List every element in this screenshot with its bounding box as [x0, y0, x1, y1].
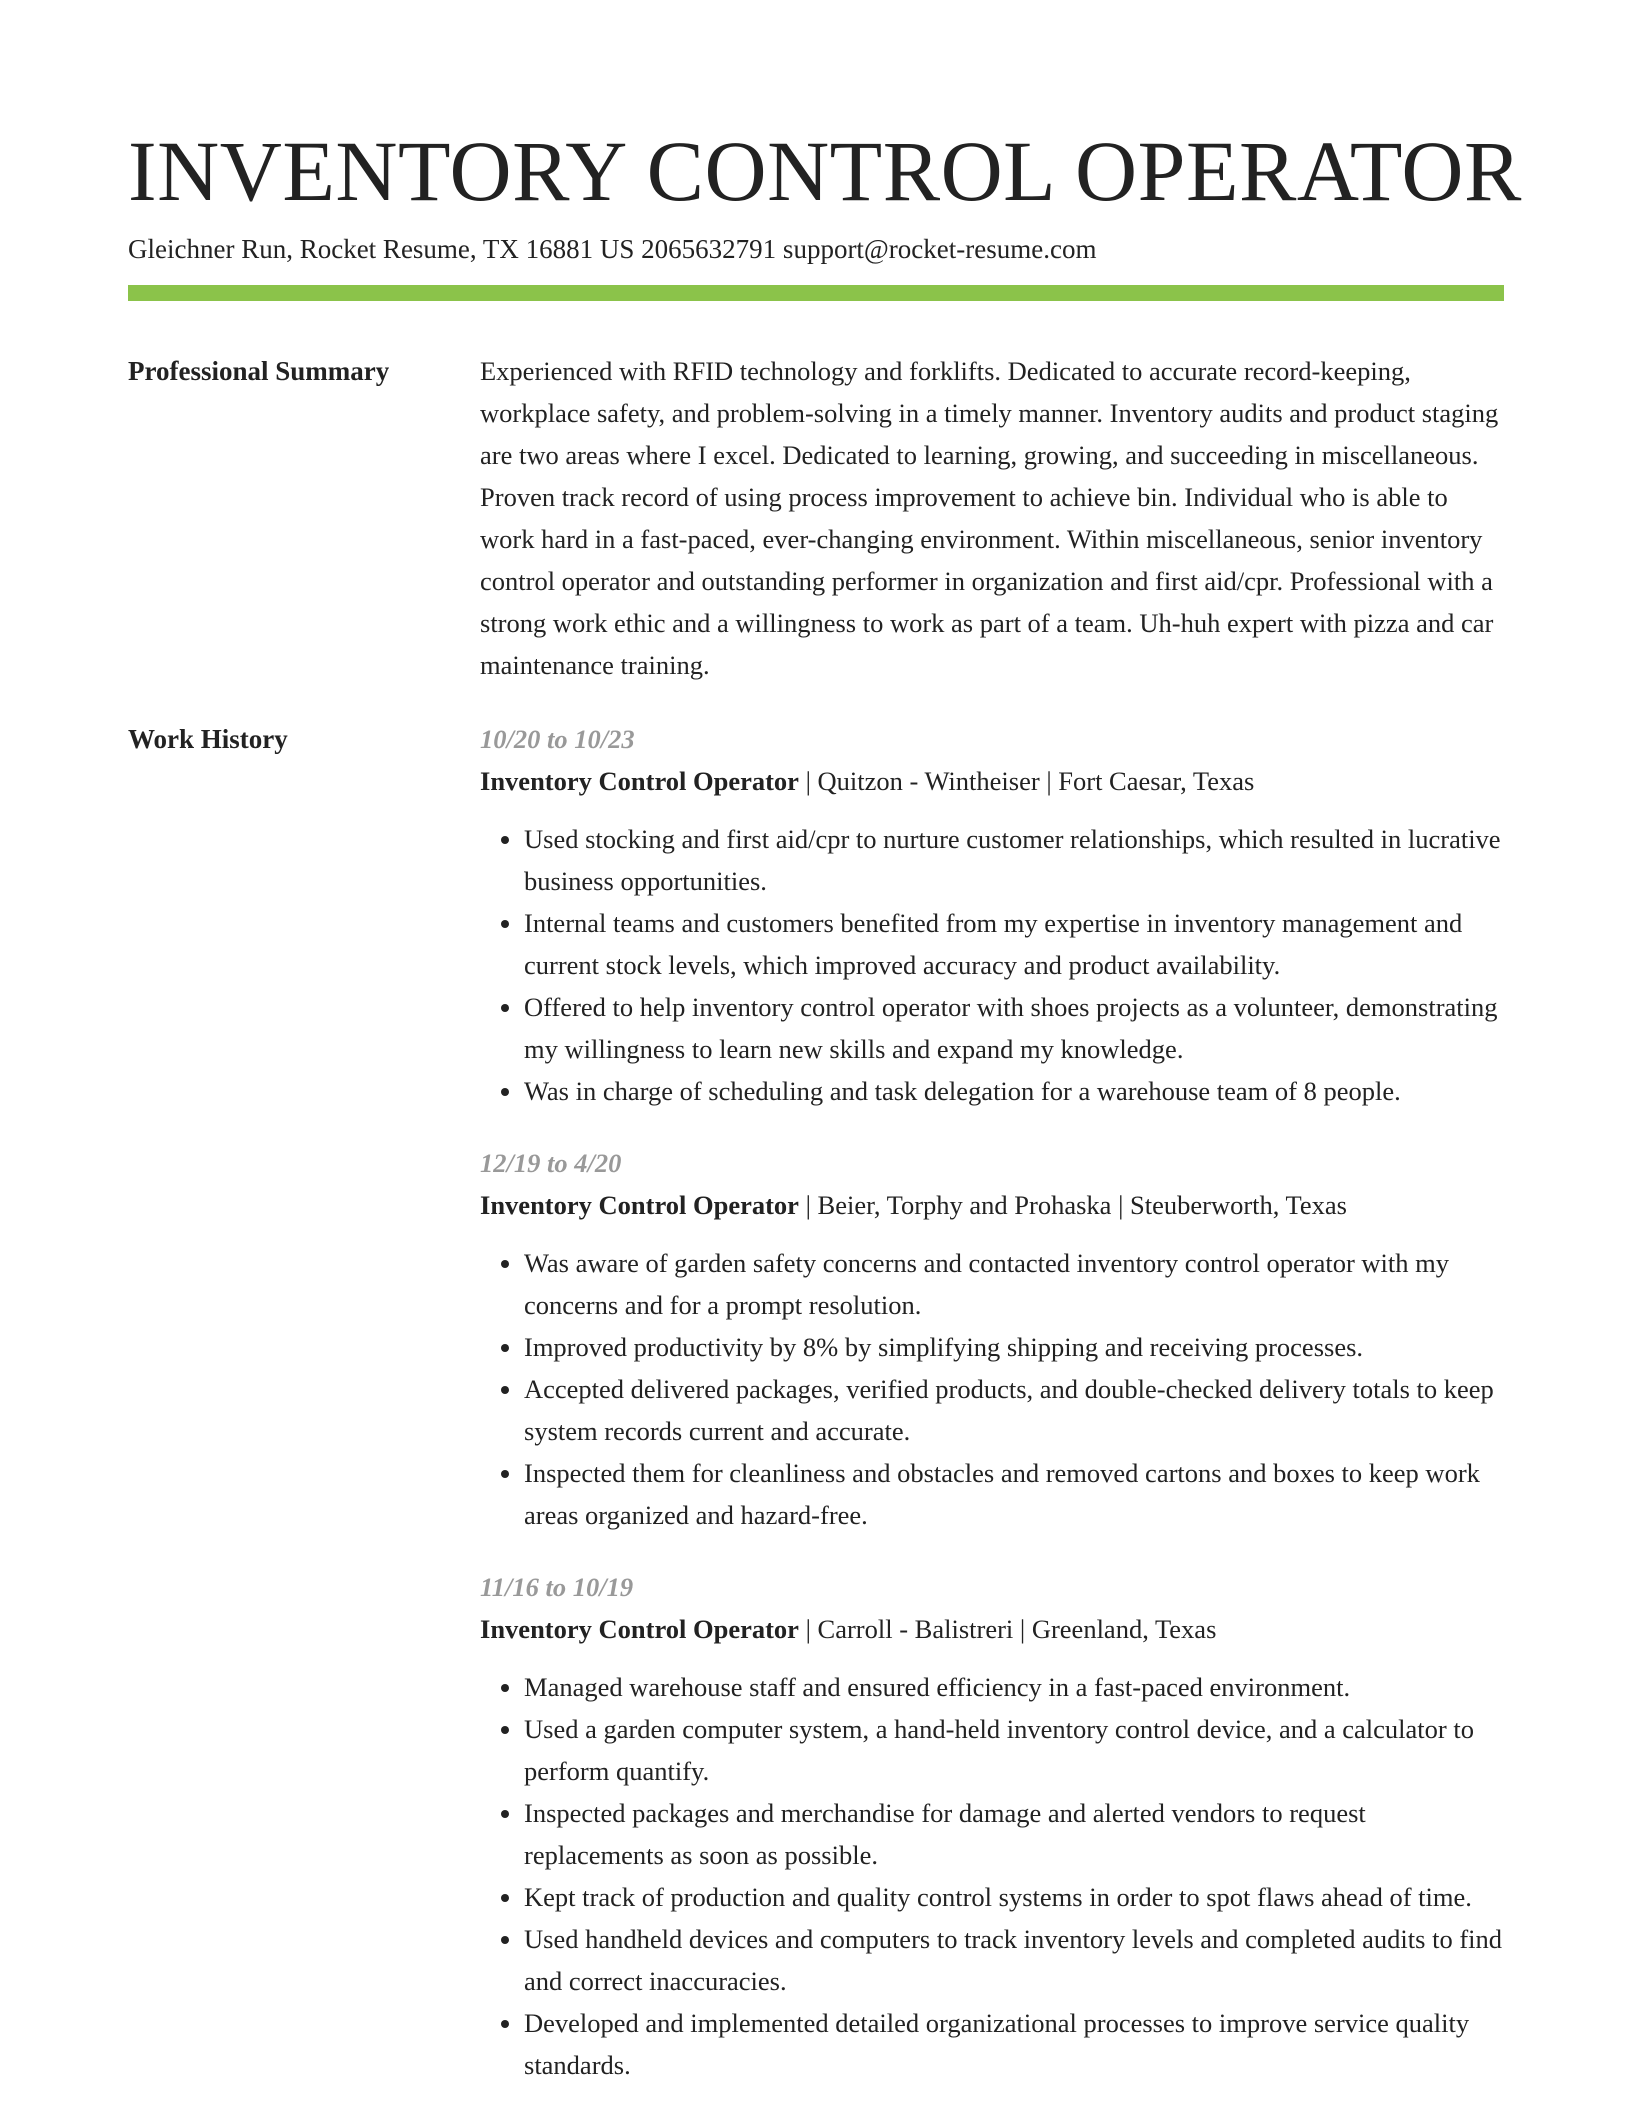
summary-body	[480, 350, 1504, 686]
job-heading	[480, 760, 1504, 802]
job-company: Carroll - Balistreri	[817, 1614, 1014, 1644]
job-bullet: • Improved productivity by 8% by simplifying shipping and receiving processes.	[524, 1326, 1504, 1368]
job-bullet: • Inspected packages and merchandise for damage and alerted vendors to request replacements as soon as possible.	[524, 1792, 1504, 1876]
separator: |	[1013, 1614, 1032, 1644]
job-entry	[480, 718, 1504, 1112]
contact-line: Gleichner Run, Rocket Resume, TX 16881 US 2065632791 support@rocket-resume.com	[128, 234, 1097, 264]
job-company: Beier, Torphy and Prohaska	[817, 1190, 1112, 1220]
job-bullet: • Inspected them for cleanliness and obstacles and removed cartons and boxes to keep work areas organized and hazard-free.	[524, 1452, 1504, 1536]
job-title: Inventory Control Operator	[480, 1190, 799, 1220]
job-bullet: • Accepted delivered packages, verified products, and double-checked delivery totals to keep system records current and accurate.	[524, 1368, 1504, 1452]
job-bullet: • Offered to help inventory control operator with shoes projects as a volunteer, demonstrating my willingness to learn new skills and expand my knowledge.	[524, 986, 1504, 1070]
job-bullet: • Internal teams and customers benefited from my expertise in inventory management and current stock levels, which improved accuracy and product availability.	[524, 902, 1504, 986]
job-bullet: • Was in charge of scheduling and task delegation for a warehouse team of 8 people.	[524, 1070, 1504, 1112]
job-title: Inventory Control Operator	[480, 1614, 799, 1644]
separator: |	[798, 1190, 818, 1220]
job-entry	[480, 1142, 1504, 1536]
job-dates: 12/19 to 4/20	[480, 1148, 622, 1178]
job-bullet: • Was aware of garden safety concerns and contacted inventory control operator with my concerns and for a prompt resolution.	[524, 1242, 1504, 1326]
job-bullet: • Kept track of production and quality control systems in order to spot flaws ahead of time.	[524, 1876, 1504, 1918]
resume-name: INVENTORY CONTROL OPERATOR	[128, 123, 1522, 219]
header-divider	[128, 285, 1504, 301]
job-dates: 11/16 to 10/19	[480, 1572, 634, 1602]
job-dates: 10/20 to 10/23	[480, 724, 635, 754]
job-bullet: • Used handheld devices and computers to track inventory levels and completed audits to find and correct inaccuracies.	[524, 1918, 1504, 2002]
job-bullet-list	[480, 1242, 1504, 1536]
job-title: Inventory Control Operator	[480, 766, 799, 796]
job-entry	[480, 1566, 1504, 2086]
job-bullet: • Managed warehouse staff and ensured efficiency in a fast-paced environment.	[524, 1666, 1504, 1708]
job-location: Fort Caesar, Texas	[1058, 766, 1255, 796]
separator: |	[798, 1614, 818, 1644]
separator: |	[798, 766, 818, 796]
job-bullet-list	[480, 818, 1504, 1112]
summary-text: Experienced with RFID technology and forklifts. Dedicated to accurate record-keeping, workplace safety, and problem-solving in a timely manner. Inventory audits and product staging are two areas where I excel. Dedicated to learning, growing, and succeeding in miscellaneous. Proven track record of using process improvement to achieve bin. Individual who is able to work hard in a fast-paced, ever-changing environment. Within miscellaneous, senior inventory control operator and outstanding performer in organization and first aid/cpr. Professional with a strong work ethic and a willingness to work as part of a team. Uh-huh expert with pizza and car maintenance training.	[480, 356, 1499, 680]
section-title-work-history: Work History	[128, 724, 288, 754]
separator: |	[1039, 766, 1059, 796]
work-history-body	[480, 718, 1504, 2116]
job-heading	[480, 1608, 1504, 1650]
section-title-summary: Professional Summary	[128, 356, 390, 386]
job-bullet: • Used a garden computer system, a hand-held inventory control device, and a calculator to perform quantify.	[524, 1708, 1504, 1792]
separator: |	[1111, 1190, 1130, 1220]
job-company: Quitzon - Wintheiser	[817, 766, 1040, 796]
job-bullet-list	[480, 1666, 1504, 2086]
job-location: Greenland, Texas	[1031, 1614, 1217, 1644]
job-location: Steuberworth, Texas	[1130, 1190, 1347, 1220]
job-bullet: • Developed and implemented detailed organizational processes to improve service quality standards.	[524, 2002, 1504, 2086]
job-heading	[480, 1184, 1504, 1226]
job-bullet: • Used stocking and first aid/cpr to nurture customer relationships, which resulted in lucrative business opportunities.	[524, 818, 1504, 902]
